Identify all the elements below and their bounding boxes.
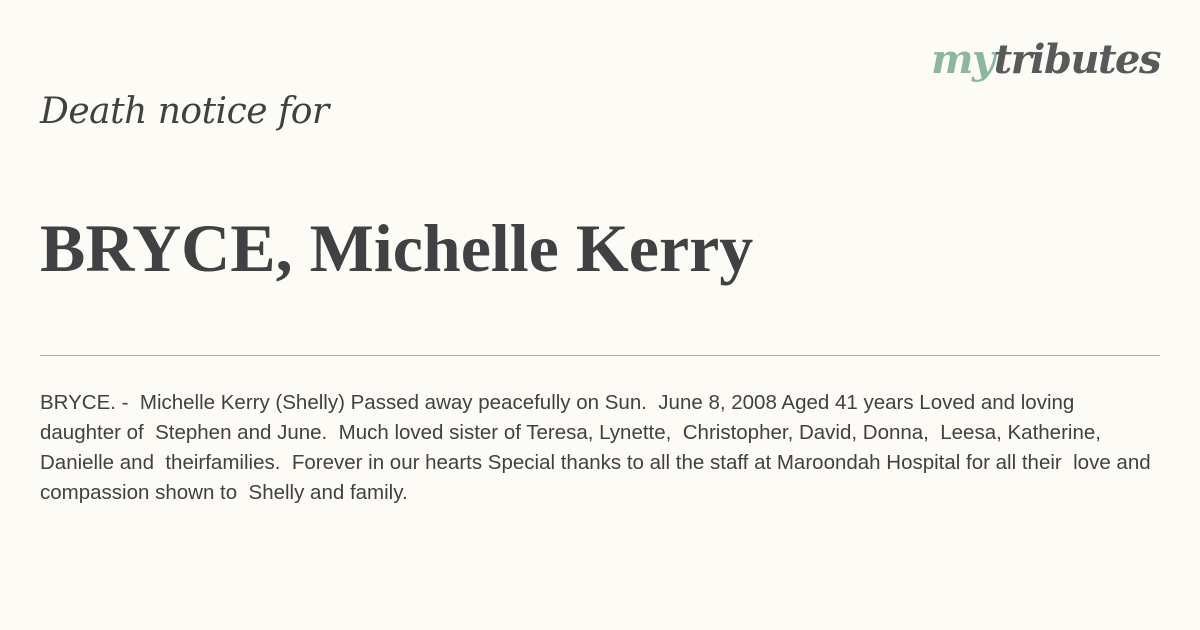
logo-tributes-text: tributes [993,36,1160,83]
mytributes-logo [931,34,1160,86]
deceased-name: BRYCE, Michelle Kerry [40,210,754,286]
notice-kicker: Death notice for [40,91,329,132]
logo-my-text: my [931,36,994,83]
notice-body: BRYCE. - Michelle Kerry (Shelly) Passed away peacefully on Sun. June 8, 2008 Aged 41 years Loved and loving daughter of Stephen and June. Much loved sister of Teresa, Lynette, Christopher, David, Donna, Leesa, Katherine, Danielle and theirfamilies. Forever in our hearts Special thanks to all the staff at Maroondah Hospital for all their love and compassion shown to Shelly and family. [40,391,1157,504]
divider [40,355,1160,356]
